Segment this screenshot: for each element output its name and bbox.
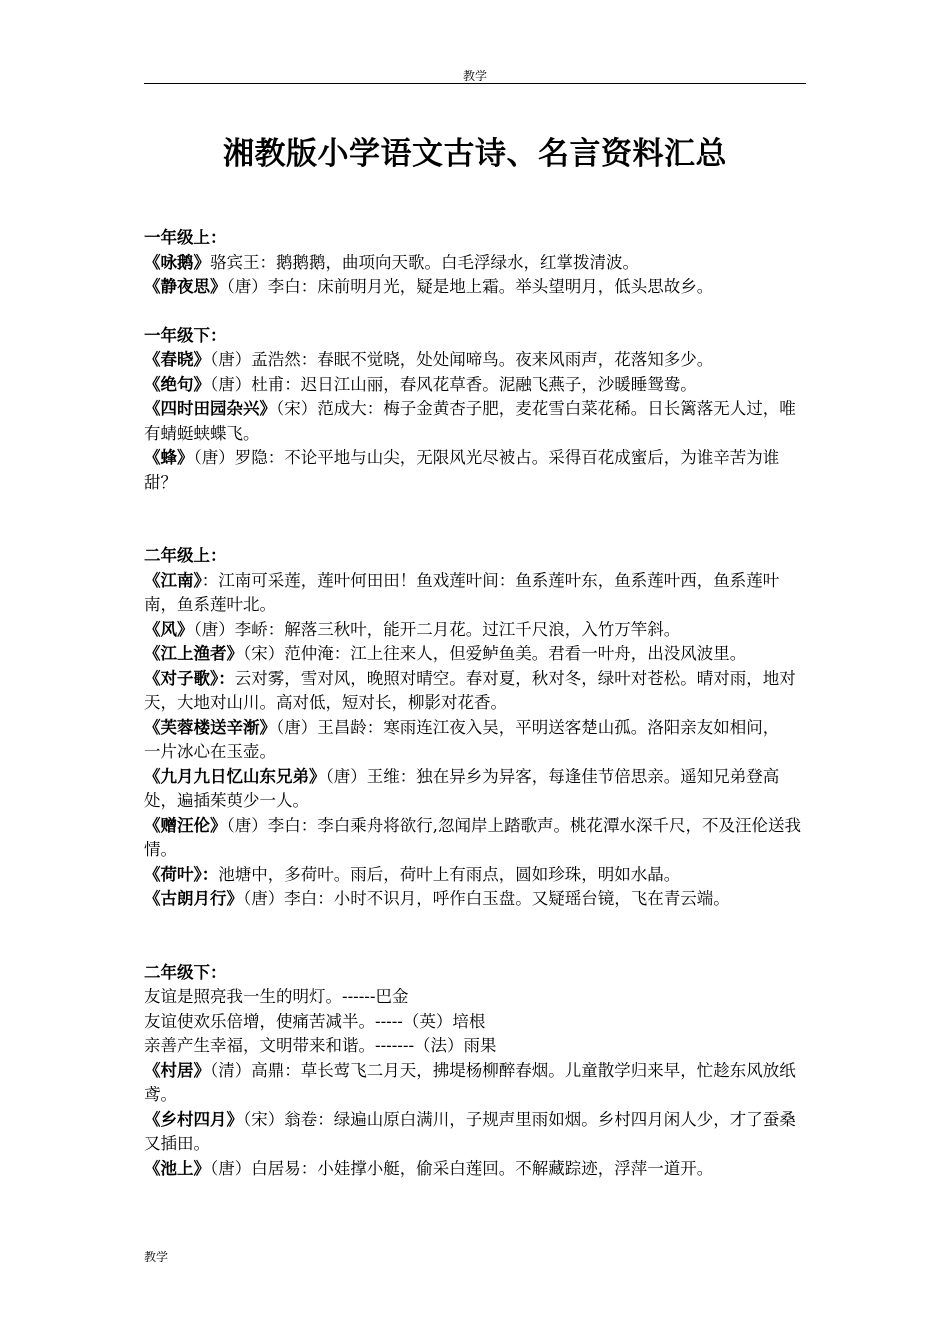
- poem-text: （唐）罗隐：不论平地与山尖，无限风光尽被占。采得百花成蜜后，为谁辛苦为谁甜？: [144, 448, 780, 492]
- section-heading: 二年级下：: [144, 962, 227, 982]
- poem-text: （唐）杜甫：迟日江山丽，春风花草香。泥融飞燕子，沙暖睡鸳鸯。: [210, 374, 697, 394]
- poem-continuation: 一片冰心在玉壶。: [144, 742, 276, 761]
- poem-entry: [144, 397, 806, 446]
- poem-text: 骆宾王：鹅鹅鹅，曲项向天歌。白毛浮绿水，红掌拨清波。: [210, 252, 639, 272]
- poem-text: 云对雾，雪对风，晚照对晴空。春对夏，秋对冬，绿叶对苍松。晴对雨，地对天，大地对山川。高对低，短对长，柳影对花香。: [144, 668, 796, 712]
- poem-title: 《绝句》: [144, 374, 210, 394]
- poem-title: 《蜂》: [144, 448, 194, 467]
- poem-text: （唐）孟浩然：春眠不觉晓，处处闻啼鸟。夜来风雨声，花落知多少。: [210, 350, 714, 369]
- poem-entry: [144, 716, 806, 741]
- poem-text: （宋）翁卷：绿遍山原白满川，子规声里雨如烟。乡村四月闲人少，才了蚕桑又插田。: [144, 1109, 796, 1153]
- spacer: [144, 300, 806, 324]
- poem-title: 《古朗月行》: [144, 889, 243, 908]
- poem-title: 《风》: [144, 619, 194, 639]
- spacer: [144, 495, 806, 544]
- section-heading: 一年级上：: [144, 228, 227, 247]
- poem-text: （唐）李白：李白乘舟将欲行,忽闻岸上踏歌声。桃花潭水深千尺，不及汪伦送我情。: [144, 815, 801, 859]
- poem-title: 《静夜思》: [144, 277, 227, 296]
- poem-text: 池塘中，多荷叶。雨后，荷叶上有雨点，圆如珍珠，明如水晶。: [218, 864, 681, 884]
- poem-text: ：江南可采莲，莲叶何田田！鱼戏莲叶间：鱼系莲叶东，鱼系莲叶西，鱼系莲叶南，鱼系莲叶北。: [144, 570, 780, 614]
- poem-text: （唐）王维：独在异乡为异客，每逢佳节倍思亲。遥知兄弟登高处，遍插茱萸少一人。: [144, 766, 780, 810]
- section-heading: 二年级上：: [144, 546, 227, 565]
- poem-text: （唐）李峤：解落三秋叶，能开二月花。过江千尺浪，入竹万竿斜。: [193, 619, 681, 639]
- document-body: [144, 226, 806, 1181]
- page-title: 湘教版小学语文古诗、名言资料汇总: [223, 136, 727, 172]
- poem-entry: [144, 618, 806, 643]
- poem-entry: [144, 1059, 806, 1108]
- poem-title: 《乡村四月》: [144, 1109, 243, 1129]
- poem-text: （宋）范成大：梅子金黄杏子肥，麦花雪白菜花稀。日长篱落无人过，唯有蜻蜓蛱蝶飞。: [144, 399, 796, 443]
- poem-entry: [144, 1108, 806, 1157]
- poem-entry: [144, 348, 806, 373]
- poem-entry: [144, 446, 806, 495]
- page-header-label: 教学: [462, 69, 487, 83]
- poem-title: 《村居》: [144, 1060, 210, 1080]
- poem-entry: [144, 863, 806, 888]
- poem-title: 《池上》: [144, 1158, 210, 1178]
- poem-title: 《江上渔者》: [144, 644, 243, 663]
- poem-title: 《九月九日忆山东兄弟》: [144, 766, 326, 786]
- poem-title: 《江南》: [144, 570, 202, 590]
- poem-title: 《咏鹅》: [144, 252, 210, 272]
- quote-line: 友谊是照亮我一生的明灯。------巴金: [144, 987, 409, 1006]
- poem-title: 《荷叶》：: [144, 864, 219, 884]
- poem-text: （唐）李白：床前明月光，疑是地上霜。举头望明月，低头思故乡。: [226, 277, 714, 296]
- poem-entry: [144, 275, 806, 300]
- poem-entry: [144, 569, 806, 618]
- spacer: [144, 912, 806, 961]
- poem-entry: [144, 373, 806, 398]
- poem-entry: [144, 887, 806, 912]
- poem-text: （唐）白居易：小娃撑小艇，偷采白莲回。不解藏踪迹，浮萍一道开。: [210, 1158, 714, 1178]
- page-footer-label: 教学: [144, 1250, 169, 1264]
- poem-entry: [144, 251, 806, 276]
- poem-text: （宋）范仲淹：江上往来人，但爱鲈鱼美。君看一叶舟，出没风波里。: [243, 644, 747, 663]
- poem-text: （唐）王昌龄：寒雨连江夜入吴，平明送客楚山孤。洛阳亲友如相问，: [276, 717, 780, 737]
- poem-text: （唐）李白：小时不识月，呼作白玉盘。又疑瑶台镜，飞在青云端。: [243, 889, 730, 908]
- quote-line: 亲善产生幸福，文明带来和谐。-------（法）雨果: [144, 1036, 497, 1055]
- header-divider: [144, 83, 806, 84]
- poem-entry: [144, 814, 806, 863]
- poem-title: 《四时田园杂兴》: [144, 399, 276, 418]
- quote-line: 友谊使欢乐倍增，使痛苦减半。-----（英）培根: [144, 1011, 486, 1031]
- section-heading: 一年级下：: [144, 325, 227, 345]
- poem-title: 《芙蓉楼送辛渐》: [144, 717, 276, 737]
- poem-entry: [144, 642, 806, 667]
- poem-title: 《赠汪伦》: [144, 815, 227, 835]
- poem-entry: [144, 765, 806, 814]
- poem-entry: [144, 667, 806, 716]
- poem-title: 《春晓》: [144, 350, 210, 369]
- poem-title: 《对子歌》：: [144, 668, 235, 688]
- poem-text: （清）高鼎：草长莺飞二月天，拂堤杨柳醉春烟。儿童散学归来早，忙趁东风放纸鸢。: [144, 1060, 796, 1104]
- poem-entry: [144, 1157, 806, 1182]
